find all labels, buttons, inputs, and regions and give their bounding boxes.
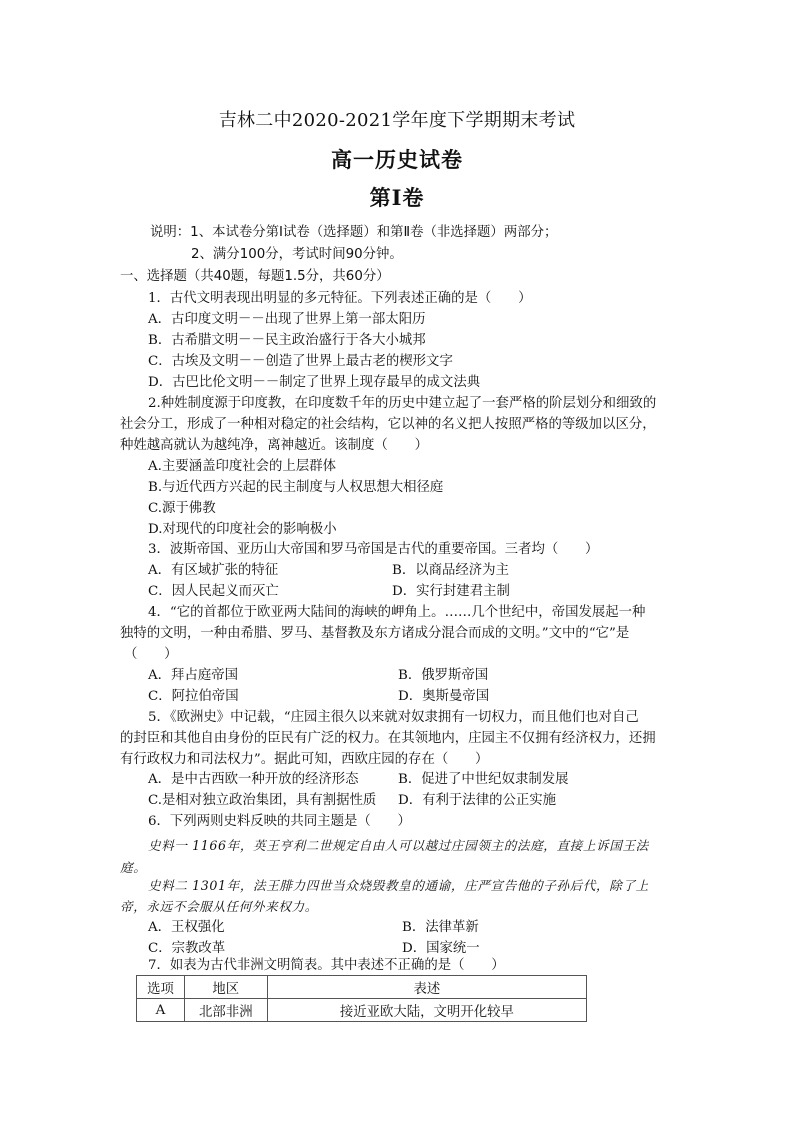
q5-option-a: A．是中古西欧一种开放的经济形态: [148, 772, 359, 787]
q5-stem-line-3: 有行政权力和司法权力”。据此可知，西欧庄园的存在（ ）: [120, 752, 489, 767]
q3-option-c: C．因人民起义而灭亡: [148, 584, 279, 599]
q3-option-b: B．以商品经济为主: [392, 563, 509, 578]
q6-material-1-line-2: 庭。: [120, 860, 147, 875]
q6-option-b: B．法律革新: [402, 920, 479, 935]
africa-civilization-table: [136, 975, 587, 1022]
instructions-line-2: 2、满分100分，考试时间90分钟。: [191, 247, 403, 262]
table-header-cell: 表述: [267, 976, 586, 999]
section-title: 一、选择题（共40题，每题1.5分，共60分）: [120, 269, 390, 284]
q6-option-d: D．国家统一: [402, 941, 480, 956]
q2-stem-line-1: 2.种姓制度源于印度教，在印度数千年的历史中建立起了一套严格的阶层划分和细致的: [148, 396, 657, 411]
q1-option-a: A．古印度文明－－出现了世界上第一部太阳历: [148, 312, 426, 327]
table-cell: A: [137, 999, 185, 1022]
table-header-cell: 地区: [184, 976, 267, 999]
q5-stem-line-2: 的封臣和其他自由身份的臣民有广泛的权力。在其领地内，庄园主不仅拥有经济权力，还拥: [120, 731, 656, 746]
q6-material-2-line-1: 史料二 1301年，法王腓力四世当众烧毁教皇的通谕，庄严宣告他的子孙后代，除了上: [148, 878, 649, 893]
q4-stem-line-3: （ ）: [124, 647, 178, 662]
q3-option-a: A．有区域扩张的特征: [148, 563, 279, 578]
q4-option-b: B．俄罗斯帝国: [398, 668, 489, 683]
q2-stem-line-2: 社会分工，形成了一种相对稳定的社会结构，它以神的名义把人按照严格的等级加以区分，: [120, 417, 656, 432]
q2-option-a: A.主要涵盖印度社会的上层群体: [148, 459, 337, 474]
q3-stem: 3．波斯帝国、亚历山大帝国和罗马帝国是古代的重要帝国。三者均（ ）: [148, 542, 599, 557]
instructions-line-1: 说明：1、本试卷分第Ⅰ试卷（选择题）和第Ⅱ卷（非选择题）两部分；: [150, 225, 558, 240]
table-row: [137, 999, 587, 1022]
q6-option-c: C．宗教改革: [148, 941, 226, 956]
q6-material-2-line-2: 帝，永远不会服从任何外来权力。: [120, 899, 318, 914]
q4-option-c: C．阿拉伯帝国: [148, 689, 239, 704]
table-cell: 接近亚欧大陆，文明开化较早: [267, 999, 586, 1022]
table-header-row: [137, 976, 587, 999]
q5-stem-line-1: 5．《欧洲史》中记载，“庄园主很久以来就对奴隶拥有一切权力，而且他们也对自己: [148, 710, 639, 725]
q7-stem: 7．如表为古代非洲文明简表。其中表述不正确的是（ ）: [148, 958, 505, 973]
q4-stem-line-2: 独特的文明，一种由希腊、罗马、基督教及东方诸成分混合而成的文明。”文中的“它”是: [120, 626, 630, 641]
q6-option-a: A．王权强化: [148, 920, 225, 935]
q2-option-c: C.源于佛教: [148, 501, 216, 516]
q3-option-d: D．实行封建君主制: [392, 584, 510, 599]
q5-option-c: C.是相对独立政治集团，具有割据性质: [148, 793, 377, 808]
q1-option-b: B．古希腊文明－－民主政治盛行于各大小城邦: [148, 333, 426, 348]
q4-option-a: A．拜占庭帝国: [148, 668, 239, 683]
table-header-cell: 选项: [137, 976, 185, 999]
q1-option-d: D．古巴比伦文明－－制定了世界上现存最早的成文法典: [148, 375, 481, 390]
q6-stem: 6．下列两则史料反映的共同主题是（ ）: [148, 814, 411, 829]
exam-subject-title: 高一历史试卷: [331, 147, 463, 172]
q1-stem: 1．古代文明表现出明显的多元特征。下列表述正确的是（ ）: [148, 291, 532, 306]
q1-option-c: C．古埃及文明－－创造了世界上最古老的楔形文字: [148, 354, 453, 369]
q2-stem-line-3: 种姓越高就认为越纯净，离神越近。该制度（ ）: [120, 438, 428, 453]
q4-stem-line-1: 4．“它的首都位于欧亚两大陆间的海峡的岬角上。……几个世纪中，帝国发展起一种: [148, 605, 646, 620]
school-exam-title: 吉林二中2020-2021学年度下学期期末考试: [218, 110, 576, 131]
q2-option-b: B.与近代西方兴起的民主制度与人权思想大相径庭: [148, 480, 444, 495]
q4-option-d: D．奥斯曼帝国: [398, 689, 490, 704]
q5-option-d: D．有利于法律的公正实施: [398, 793, 557, 808]
q6-material-1-line-1: 史料一 1166年，英王亨利二世规定自由人可以越过庄园领主的法庭，直接上诉国王法: [148, 838, 649, 853]
q5-option-b: B．促进了中世纪奴隶制发展: [398, 772, 569, 787]
table-cell: 北部非洲: [184, 999, 267, 1022]
q2-option-d: D.对现代的印度社会的影响极小: [148, 522, 337, 537]
volume-title: 第Ⅰ卷: [369, 185, 425, 210]
